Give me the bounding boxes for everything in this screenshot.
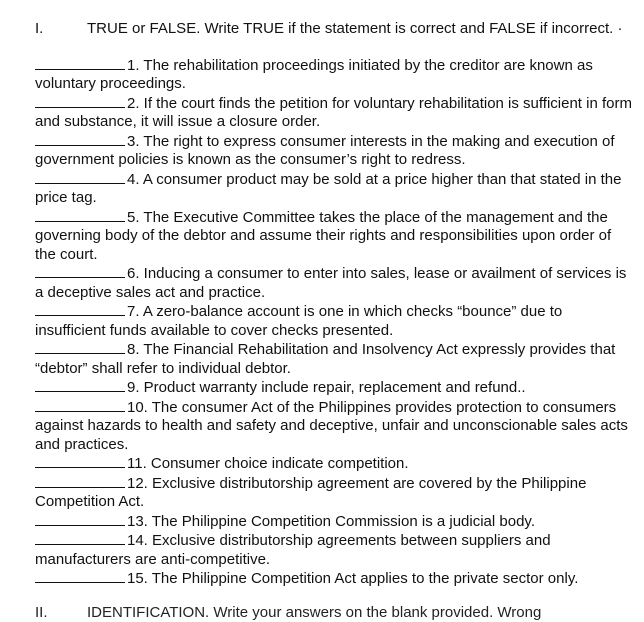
section-1-number: I. <box>35 20 44 37</box>
item-text: 9. Product warranty include repair, replacement and refund.. <box>127 379 526 396</box>
answer-blank[interactable] <box>35 302 125 316</box>
answer-blank[interactable] <box>35 264 125 278</box>
answer-blank[interactable] <box>35 94 125 108</box>
list-item <box>35 170 635 208</box>
worksheet <box>35 20 635 589</box>
answer-blank[interactable] <box>35 569 125 583</box>
item-text: 8. The Financial Rehabilitation and Insolvency Act expressly provides that “debtor” shall refer to individual debtor. <box>35 341 616 377</box>
section-1-heading <box>35 20 635 39</box>
list-item <box>35 512 635 532</box>
list-item <box>35 264 635 302</box>
item-text: 4. A consumer product may be sold at a price higher than that stated in the price tag. <box>35 170 622 206</box>
list-item <box>35 569 635 589</box>
answer-blank[interactable] <box>35 398 125 412</box>
answer-blank[interactable] <box>35 454 125 468</box>
answer-blank[interactable] <box>35 474 125 488</box>
list-item <box>35 340 635 378</box>
list-item <box>35 378 635 398</box>
item-text: 15. The Philippine Competition Act applies to the private sector only. <box>127 570 579 587</box>
item-text: 2. If the court finds the petition for voluntary rehabilitation is sufficient in form and substance, it will issue a closure order. <box>35 94 632 130</box>
answer-blank[interactable] <box>35 340 125 354</box>
list-item <box>35 302 635 340</box>
answer-blank[interactable] <box>35 378 125 392</box>
true-false-list <box>35 56 635 589</box>
list-item <box>35 56 635 94</box>
list-item <box>35 474 635 512</box>
item-text: 3. The right to express consumer interests in the making and execution of government policies is known as the consumer’s right to redress. <box>35 132 615 168</box>
answer-blank[interactable] <box>35 531 125 545</box>
item-text: 1. The rehabilitation proceedings initiated by the creditor are known as voluntary proceedings. <box>35 56 593 92</box>
section-2-heading <box>35 604 541 622</box>
item-text: 12. Exclusive distributorship agreement are covered by the Philippine Competition Act. <box>35 474 587 510</box>
list-item <box>35 454 635 474</box>
item-text: 10. The consumer Act of the Philippines provides protection to consumers against hazards to health and safety and deceptive, unfair and unconscionable sales acts and practices. <box>35 398 628 453</box>
section-2-number: II. <box>35 604 48 621</box>
list-item <box>35 531 635 569</box>
list-item <box>35 132 635 170</box>
item-text: 13. The Philippine Competition Commission is a judicial body. <box>127 512 535 530</box>
answer-blank[interactable] <box>35 512 125 526</box>
answer-blank[interactable] <box>35 56 125 70</box>
answer-blank[interactable] <box>35 170 125 184</box>
section-1-instructions: TRUE or FALSE. Write TRUE if the statement is correct and FALSE if incorrect. · <box>87 20 623 37</box>
item-text: 14. Exclusive distributorship agreements between suppliers and manufacturers are anti-competitive. <box>35 532 551 568</box>
list-item <box>35 208 635 265</box>
list-item <box>35 398 635 455</box>
answer-blank[interactable] <box>35 132 125 146</box>
section-2-instructions: IDENTIFICATION. Write your answers on the blank provided. Wrong <box>87 604 542 621</box>
item-text: 11. Consumer choice indicate competition. <box>127 455 409 472</box>
answer-blank[interactable] <box>35 208 125 222</box>
list-item <box>35 94 635 132</box>
item-text: 5. The Executive Committee takes the place of the management and the governing body of the debtor and assume their rights and responsibilities upon order of the court. <box>35 208 612 263</box>
item-text: 6. Inducing a consumer to enter into sales, lease or availment of services is a deceptive sales act and practice. <box>35 265 627 301</box>
item-text: 7. A zero-balance account is one in which checks “bounce” due to insufficient funds available to cover checks presented. <box>35 303 563 339</box>
